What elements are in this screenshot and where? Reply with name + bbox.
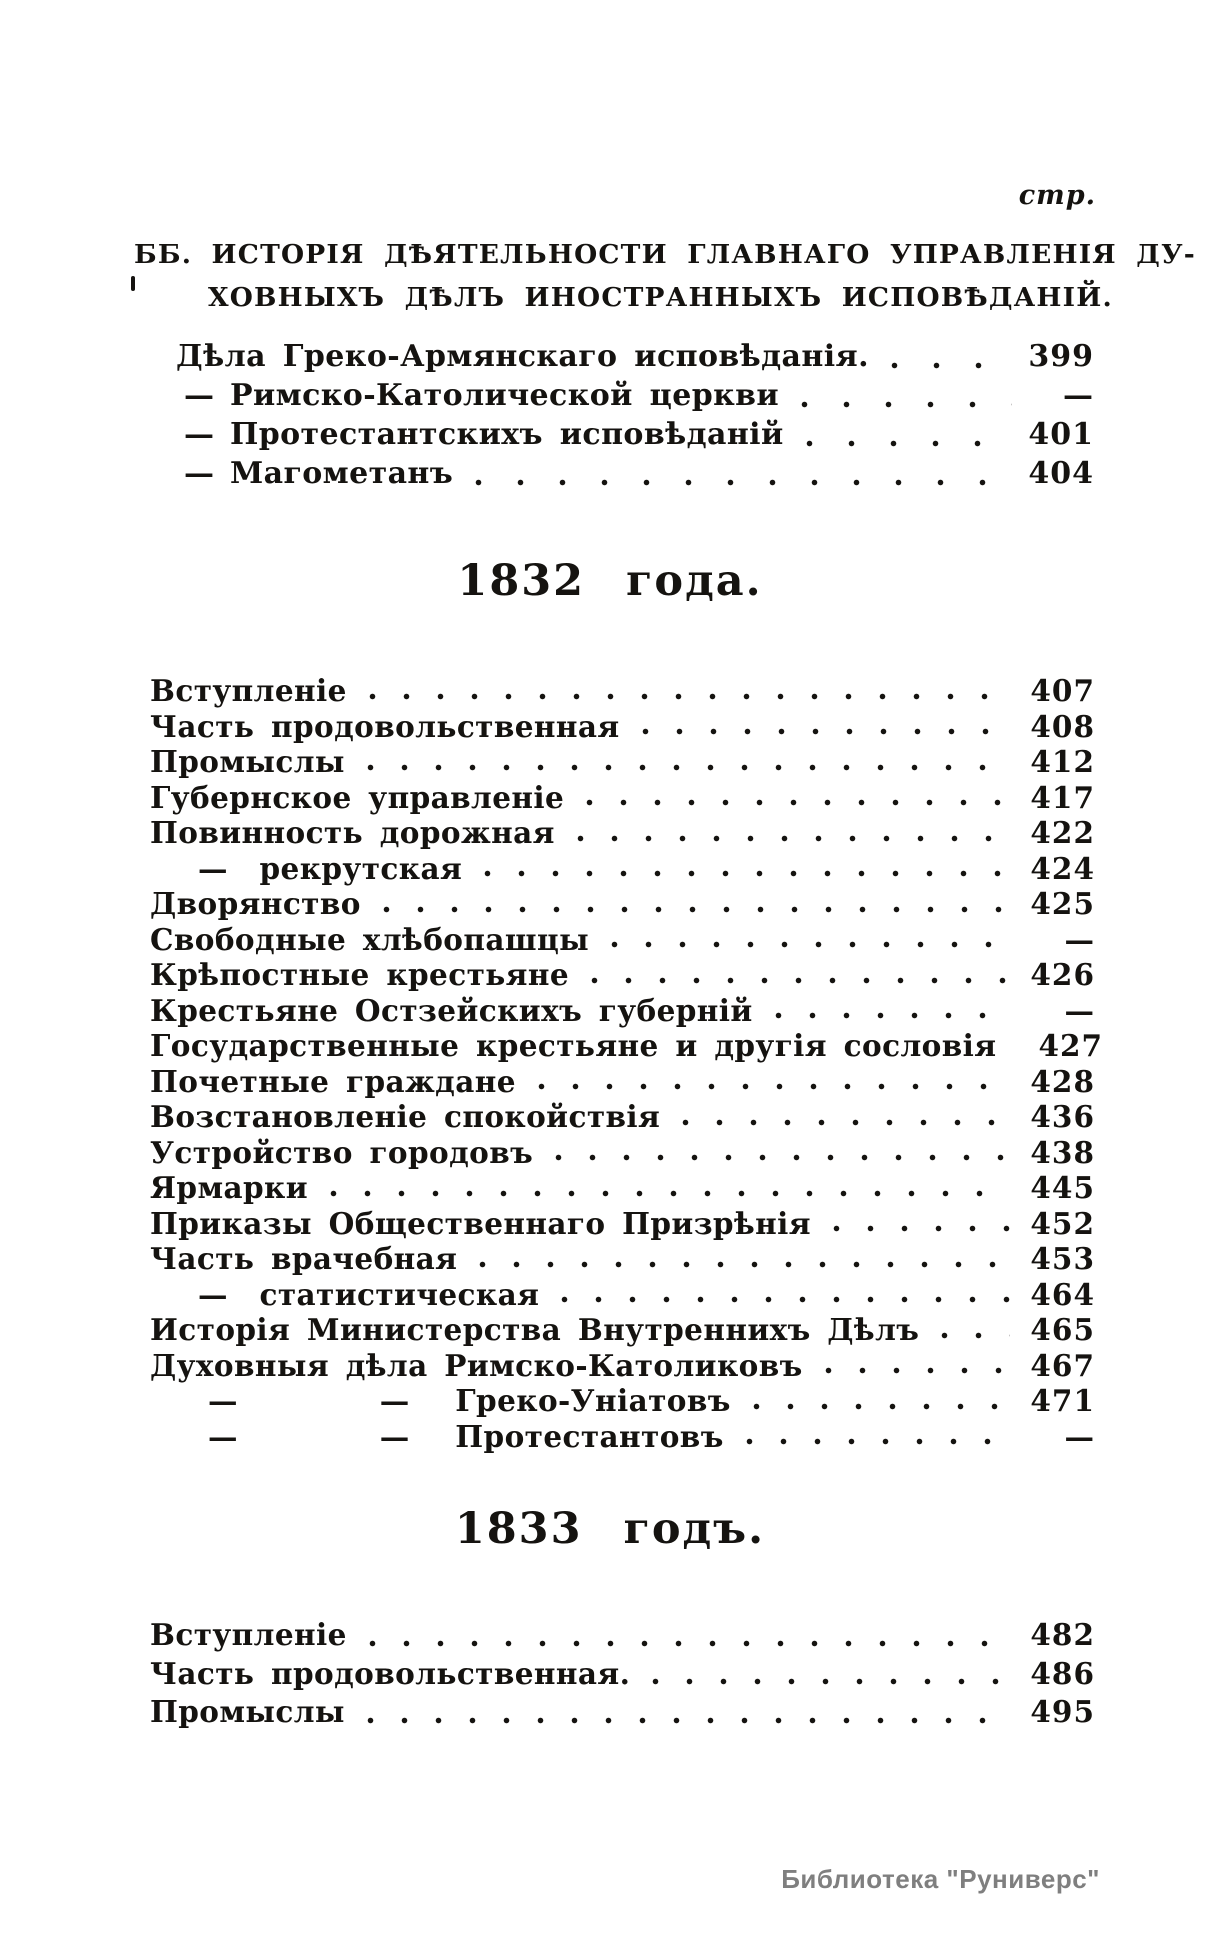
toc-entry <box>150 1028 1104 1064</box>
dot-leader <box>330 1190 1010 1197</box>
dot-leader <box>775 1012 1013 1019</box>
toc-entry-label: Часть продовольственная <box>150 708 620 744</box>
toc-entry-label: Крѣпостные крестьяне <box>150 957 570 992</box>
toc-entry <box>150 1135 1095 1171</box>
dot-leader <box>833 1225 1011 1232</box>
toc-entry-page: 467 <box>1030 1347 1095 1383</box>
toc-preface-list <box>176 339 1094 495</box>
year-1833-heading: 1833 годъ. <box>454 1504 766 1554</box>
toc-entry <box>150 1312 1095 1348</box>
toc-entry-page: 399 <box>1028 339 1094 374</box>
toc-entry-page: 408 <box>1030 708 1095 744</box>
dot-leader <box>642 728 1011 735</box>
dot-leader <box>369 1640 1011 1647</box>
toc-entry-page: 486 <box>1030 1655 1095 1691</box>
dash-prefix: — — <box>208 1418 410 1454</box>
toc-entry <box>150 1277 1095 1313</box>
dot-leader <box>891 362 1008 369</box>
dash-prefix: — <box>198 850 228 886</box>
toc-entry <box>150 993 1095 1029</box>
toc-entry <box>150 1170 1095 1206</box>
toc-entry-page: 404 <box>1028 456 1094 491</box>
toc-entry-page: 495 <box>1030 1694 1095 1729</box>
toc-entry-label: Устройство городовъ <box>150 1134 534 1170</box>
toc-entry-label: Государственные крестьяне и другія сословія <box>150 1028 997 1063</box>
toc-entry <box>150 1348 1095 1384</box>
toc-entry-label: Почетные граждане <box>150 1063 516 1099</box>
toc-entry <box>150 957 1095 993</box>
dash-prefix: — <box>184 456 214 491</box>
toc-entry-page: — <box>1064 992 1095 1028</box>
toc-entry-label: Исторія Министерства Внутреннихъ Дѣлъ <box>150 1312 920 1347</box>
toc-1833-list <box>150 1617 1095 1733</box>
dot-leader <box>941 1332 1010 1339</box>
dot-leader <box>825 1367 1011 1374</box>
toc-entry-page: 445 <box>1030 1170 1095 1205</box>
dot-leader <box>561 1296 1010 1303</box>
toc-entry-label: Римско-Католической церкви <box>230 378 780 413</box>
toc-entry <box>150 922 1095 958</box>
toc-entry <box>150 1419 1095 1455</box>
toc-entry-label: Вступленіе <box>150 1617 347 1652</box>
dot-leader <box>555 1154 1010 1161</box>
toc-entry <box>176 378 1094 417</box>
dot-leader <box>611 941 1013 948</box>
toc-entry-label: Греко-Уніатовъ <box>455 1383 731 1418</box>
page-column-header: стр. <box>1018 180 1096 211</box>
toc-entry-label: Протестантскихъ исповѣданій <box>230 417 784 452</box>
toc-entry-label: Часть врачебная <box>150 1241 458 1276</box>
dot-leader <box>475 479 1008 486</box>
dash-prefix: — <box>184 378 214 413</box>
toc-entry-label: Дворянство <box>150 886 361 921</box>
dot-leader <box>586 799 1010 806</box>
toc-entry <box>150 1099 1095 1135</box>
dot-leader <box>538 1083 1010 1090</box>
section-heading <box>134 233 1196 319</box>
dot-leader <box>591 977 1010 984</box>
toc-entry-label: Промыслы <box>150 1694 345 1729</box>
toc-entry-page: 465 <box>1030 1312 1095 1347</box>
dot-leader <box>367 1717 1011 1724</box>
dot-leader <box>753 1403 1011 1410</box>
toc-entry <box>150 673 1095 709</box>
toc-entry-page: 427 <box>1038 1028 1104 1063</box>
section-heading-line1: ББ. ИСТОРІЯ ДѢЯТЕЛЬНОСТИ ГЛАВНАГО УПРАВЛЕНІЯ ДУ- <box>134 239 1196 270</box>
toc-entry <box>150 1383 1095 1419</box>
toc-entry-page: 471 <box>1030 1383 1095 1418</box>
toc-entry <box>150 1206 1095 1242</box>
toc-entry-page: 417 <box>1030 779 1095 815</box>
dot-leader <box>806 440 1009 447</box>
toc-entry-page: 482 <box>1030 1617 1095 1652</box>
toc-entry-label: Вступленіе <box>150 673 347 708</box>
toc-entry-page: 426 <box>1030 957 1095 992</box>
toc-entry <box>150 1656 1095 1695</box>
toc-entry-page: 424 <box>1030 850 1095 886</box>
toc-entry-label: Повинность дорожная <box>150 815 555 850</box>
toc-entry-page: 412 <box>1030 744 1095 779</box>
toc-entry <box>150 744 1095 780</box>
dash-prefix: — <box>198 1276 228 1312</box>
toc-entry-page: — <box>1064 1418 1095 1454</box>
toc-entry-page: 422 <box>1030 815 1095 850</box>
toc-entry <box>150 1694 1095 1733</box>
toc-1832-list <box>150 673 1104 1454</box>
dot-leader <box>383 906 1011 913</box>
toc-entry-page: 438 <box>1030 1134 1095 1170</box>
toc-entry <box>176 456 1094 495</box>
toc-entry-label: Возстановленіе спокойствія <box>150 1099 661 1134</box>
dot-leader <box>577 835 1011 842</box>
toc-entry-label: Магометанъ <box>230 456 454 491</box>
toc-entry <box>150 886 1095 922</box>
toc-entry-page: 407 <box>1030 673 1095 708</box>
toc-entry-label: Ярмарки <box>150 1170 308 1205</box>
toc-entry-label: Духовныя дѣла Римско-Католиковъ <box>150 1347 803 1383</box>
toc-entry-page: 453 <box>1030 1241 1095 1276</box>
toc-entry-label: статистическая <box>259 1276 540 1312</box>
toc-entry-page: 452 <box>1030 1205 1095 1241</box>
toc-entry <box>176 417 1094 456</box>
dot-leader <box>479 1261 1010 1268</box>
toc-entry-page: 436 <box>1030 1099 1095 1134</box>
toc-entry-page: 428 <box>1030 1063 1095 1099</box>
toc-entry-label: Промыслы <box>150 744 345 779</box>
toc-entry <box>150 709 1095 745</box>
dot-leader <box>484 870 1010 877</box>
toc-entry <box>150 1617 1095 1656</box>
toc-entry-label: рекрутская <box>259 850 463 886</box>
toc-entry-page: 464 <box>1030 1276 1095 1312</box>
toc-entry <box>150 815 1095 851</box>
toc-entry-label: Дѣла Греко-Армянскаго исповѣданія. <box>176 339 869 374</box>
toc-entry <box>176 339 1094 378</box>
dot-leader <box>369 693 1011 700</box>
toc-entry-label: Часть продовольственная. <box>150 1655 631 1691</box>
toc-entry <box>150 1064 1095 1100</box>
toc-entry-page: 425 <box>1030 886 1095 921</box>
toc-entry-page: — <box>1063 378 1094 413</box>
section-heading-line2: ХОВНЫХЪ ДѢЛЪ ИНОСТРАННЫХЪ ИСПОВѢДАНІЙ. <box>208 282 1113 313</box>
dot-leader <box>367 764 1011 771</box>
toc-entry-label: Губернское управленіе <box>150 779 565 815</box>
toc-entry-page: — <box>1064 921 1095 957</box>
toc-entry <box>150 851 1095 887</box>
dot-leader <box>682 1119 1010 1126</box>
dot-leader <box>746 1438 1013 1445</box>
toc-entry-label: Свободные хлѣбопашцы <box>150 921 590 957</box>
toc-entry-page: 401 <box>1028 417 1094 452</box>
toc-entry <box>150 1241 1095 1277</box>
year-1832-heading: 1832 года. <box>457 556 763 606</box>
library-watermark: Библиотека "Руниверс" <box>781 1864 1100 1894</box>
toc-entry-label: Протестантовъ <box>455 1418 724 1454</box>
dot-leader <box>801 401 1012 408</box>
toc-entry-label: Крестьяне Остзейскихъ губерній <box>150 992 753 1028</box>
dash-prefix: — — <box>208 1383 410 1418</box>
toc-entry-label: Приказы Общественнаго Призрѣнія <box>150 1205 811 1241</box>
dot-leader <box>652 1678 1010 1685</box>
toc-entry <box>150 780 1095 816</box>
dash-prefix: — <box>184 417 214 452</box>
